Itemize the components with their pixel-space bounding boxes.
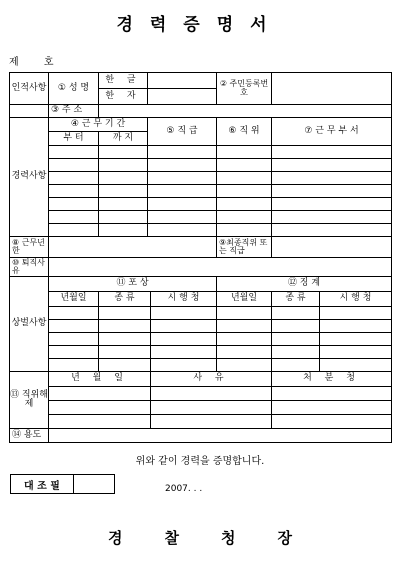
reward-agency-cell[interactable] bbox=[151, 346, 217, 359]
reward-agency-cell[interactable] bbox=[151, 307, 217, 320]
career-to-cell[interactable] bbox=[99, 185, 148, 198]
address-field[interactable] bbox=[99, 105, 392, 118]
career-from-cell[interactable] bbox=[49, 146, 99, 159]
career-position-cell[interactable] bbox=[217, 172, 272, 185]
name-hanja-label: 한 자 bbox=[99, 89, 148, 105]
career-position-cell[interactable] bbox=[217, 198, 272, 211]
reward-date-cell[interactable] bbox=[49, 307, 99, 320]
career-grade-cell[interactable] bbox=[148, 198, 217, 211]
career-from-cell[interactable] bbox=[49, 172, 99, 185]
dismissal-agency-cell[interactable] bbox=[272, 387, 392, 401]
reward-date-cell[interactable] bbox=[49, 346, 99, 359]
dismissal-section-label: ⑬ 직위해제 bbox=[10, 372, 49, 429]
personal-section-label: 인적사항 bbox=[10, 73, 49, 105]
penalty-agency-cell[interactable] bbox=[320, 346, 392, 359]
name-label: ① 성 명 bbox=[49, 73, 99, 105]
position-label: ⑥ 직 위 bbox=[217, 118, 272, 146]
career-department-cell[interactable] bbox=[272, 172, 392, 185]
retirement-reason-label: ⑩ 퇴직사유 bbox=[10, 258, 49, 277]
career-grade-cell[interactable] bbox=[148, 159, 217, 172]
career-position-cell[interactable] bbox=[217, 146, 272, 159]
career-section-label: 경력사항 bbox=[10, 118, 49, 237]
penalty-type-cell[interactable] bbox=[272, 307, 320, 320]
reward-type-cell[interactable] bbox=[99, 333, 151, 346]
final-position-label: ⑨최종직위 또는 직급 bbox=[217, 237, 272, 258]
penalty-agency-cell[interactable] bbox=[320, 307, 392, 320]
service-years-field[interactable] bbox=[49, 237, 217, 258]
dismissal-reason-cell[interactable] bbox=[151, 387, 272, 401]
address-label: ③ 주 소 bbox=[49, 105, 99, 118]
verification-stamp-field[interactable] bbox=[74, 475, 114, 493]
issue-date: 2007. . . bbox=[165, 484, 203, 494]
career-certificate-form bbox=[9, 72, 392, 443]
awards-section-label: 상벌사항 bbox=[10, 277, 49, 372]
career-from-cell[interactable] bbox=[49, 211, 99, 224]
dismissal-date-label: 년 월 일 bbox=[49, 372, 151, 387]
reward-date-cell[interactable] bbox=[49, 333, 99, 346]
career-from-cell[interactable] bbox=[49, 198, 99, 211]
document-title: 경력증명서 bbox=[116, 15, 284, 35]
career-to-cell[interactable] bbox=[99, 146, 148, 159]
career-department-cell[interactable] bbox=[272, 198, 392, 211]
personal-section-spacer bbox=[10, 105, 49, 118]
career-department-cell[interactable] bbox=[272, 185, 392, 198]
penalty-agency-cell[interactable] bbox=[320, 333, 392, 346]
resident-number-label: ② 주민등록번호 bbox=[217, 73, 272, 105]
career-grade-cell[interactable] bbox=[148, 211, 217, 224]
career-department-cell[interactable] bbox=[272, 159, 392, 172]
dismissal-reason-label: 사 유 bbox=[151, 372, 272, 387]
reward-type-cell[interactable] bbox=[99, 307, 151, 320]
name-hanja-field[interactable] bbox=[148, 89, 217, 105]
reward-date-cell[interactable] bbox=[49, 320, 99, 333]
career-grade-cell[interactable] bbox=[148, 172, 217, 185]
penalty-date-cell[interactable] bbox=[217, 359, 272, 372]
issuer-name: 경찰청장 bbox=[108, 529, 334, 547]
dismissal-date-cell[interactable] bbox=[49, 387, 151, 401]
verification-label: 대 조 필 bbox=[11, 475, 74, 493]
penalty-date-cell[interactable] bbox=[217, 333, 272, 346]
document-number-label: 제 호 bbox=[9, 57, 65, 68]
penalty-label: ⑫ 징 계 bbox=[217, 277, 392, 292]
dismissal-agency-cell[interactable] bbox=[272, 401, 392, 415]
period-from-label: 부 터 bbox=[49, 132, 99, 146]
career-to-cell[interactable] bbox=[99, 198, 148, 211]
career-position-cell[interactable] bbox=[217, 185, 272, 198]
reward-date-label: 년월일 bbox=[49, 292, 99, 307]
reward-type-cell[interactable] bbox=[99, 346, 151, 359]
reward-type-cell[interactable] bbox=[99, 320, 151, 333]
penalty-date-cell[interactable] bbox=[217, 320, 272, 333]
career-to-cell[interactable] bbox=[99, 224, 148, 237]
department-label: ⑦ 근 무 부 서 bbox=[272, 118, 392, 146]
dismissal-agency-label: 처 분 청 bbox=[272, 372, 392, 387]
career-to-cell[interactable] bbox=[99, 211, 148, 224]
dismissal-reason-cell[interactable] bbox=[151, 401, 272, 415]
career-grade-cell[interactable] bbox=[148, 224, 217, 237]
career-position-cell[interactable] bbox=[217, 224, 272, 237]
reward-date-cell[interactable] bbox=[49, 359, 99, 372]
name-hangul-field[interactable] bbox=[148, 73, 217, 89]
penalty-date-cell[interactable] bbox=[217, 307, 272, 320]
purpose-label: ⑭ 용도 bbox=[10, 429, 49, 443]
penalty-date-cell[interactable] bbox=[217, 346, 272, 359]
reward-type-cell[interactable] bbox=[99, 359, 151, 372]
certification-statement: 위와 같이 경력을 증명합니다. bbox=[135, 456, 265, 467]
work-period-label: ④ 근 무 기 간 bbox=[49, 118, 148, 132]
reward-agency-cell[interactable] bbox=[151, 320, 217, 333]
career-from-cell[interactable] bbox=[49, 159, 99, 172]
dismissal-date-cell[interactable] bbox=[49, 415, 151, 429]
penalty-type-label: 종 류 bbox=[272, 292, 320, 307]
penalty-type-cell[interactable] bbox=[272, 333, 320, 346]
career-department-cell[interactable] bbox=[272, 224, 392, 237]
dismissal-agency-cell[interactable] bbox=[272, 415, 392, 429]
period-to-label: 까 지 bbox=[99, 132, 148, 146]
career-to-cell[interactable] bbox=[99, 159, 148, 172]
career-from-cell[interactable] bbox=[49, 185, 99, 198]
reward-type-label: 종 류 bbox=[99, 292, 151, 307]
penalty-agency-cell[interactable] bbox=[320, 320, 392, 333]
reward-label: ⑪ 포 상 bbox=[49, 277, 217, 292]
dismissal-date-cell[interactable] bbox=[49, 401, 151, 415]
penalty-agency-label: 시 행 청 bbox=[320, 292, 392, 307]
resident-number-field[interactable] bbox=[272, 73, 392, 105]
career-from-cell[interactable] bbox=[49, 224, 99, 237]
reward-agency-cell[interactable] bbox=[151, 359, 217, 372]
retirement-reason-field[interactable] bbox=[49, 258, 392, 277]
penalty-date-label: 년월일 bbox=[217, 292, 272, 307]
dismissal-reason-cell[interactable] bbox=[151, 415, 272, 429]
career-position-cell[interactable] bbox=[217, 159, 272, 172]
reward-agency-label: 시 행 청 bbox=[151, 292, 217, 307]
verification-box bbox=[10, 474, 115, 494]
career-position-cell[interactable] bbox=[217, 211, 272, 224]
career-grade-cell[interactable] bbox=[148, 146, 217, 159]
penalty-type-cell[interactable] bbox=[272, 359, 320, 372]
career-department-cell[interactable] bbox=[272, 211, 392, 224]
career-to-cell[interactable] bbox=[99, 172, 148, 185]
reward-agency-cell[interactable] bbox=[151, 333, 217, 346]
name-hangul-label: 한 글 bbox=[99, 73, 148, 89]
penalty-type-cell[interactable] bbox=[272, 346, 320, 359]
final-position-field[interactable] bbox=[272, 237, 392, 258]
purpose-field[interactable] bbox=[49, 429, 392, 443]
career-department-cell[interactable] bbox=[272, 146, 392, 159]
career-grade-cell[interactable] bbox=[148, 185, 217, 198]
service-years-label: ⑧ 근무년한 bbox=[10, 237, 49, 258]
penalty-agency-cell[interactable] bbox=[320, 359, 392, 372]
penalty-type-cell[interactable] bbox=[272, 320, 320, 333]
grade-label: ⑤ 직 급 bbox=[148, 118, 217, 146]
